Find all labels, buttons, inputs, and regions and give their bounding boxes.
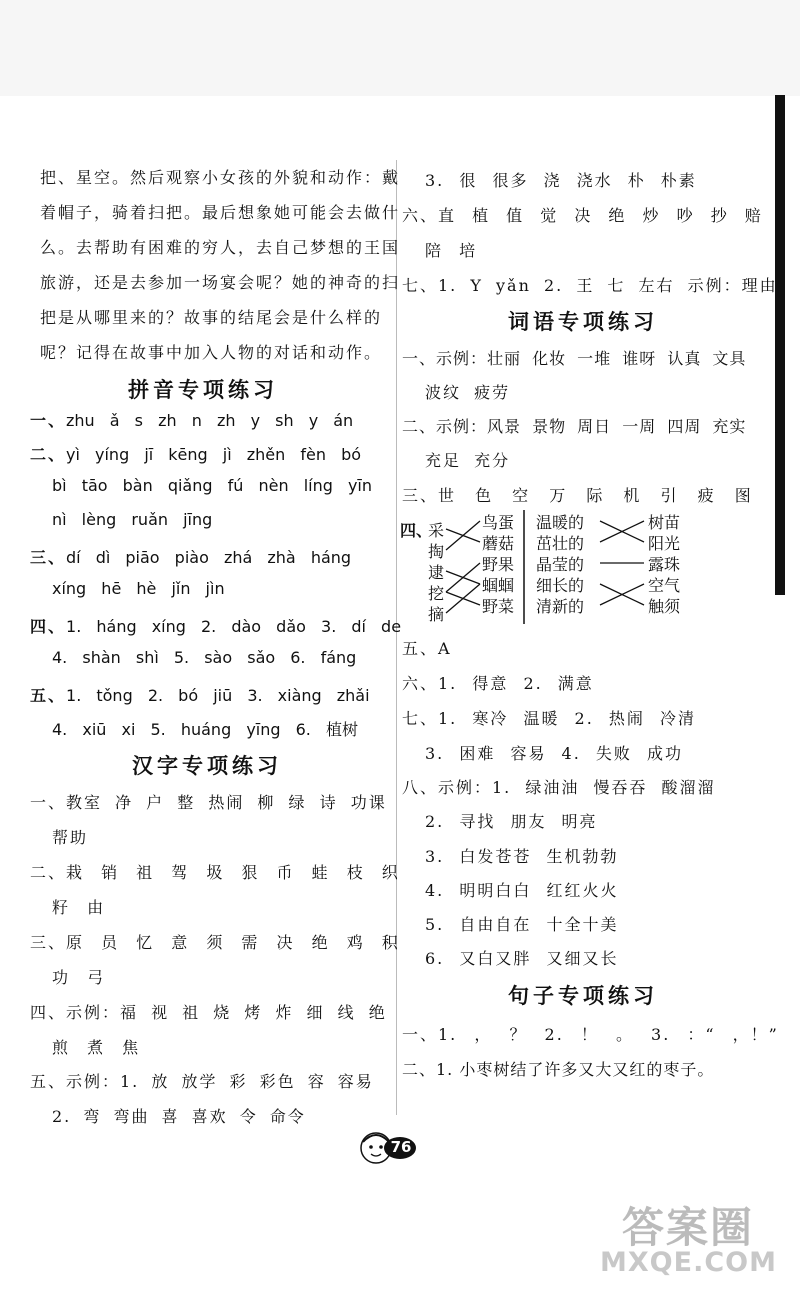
match-adjective: 温暖的: [536, 513, 585, 532]
scan-top-margin: [0, 0, 800, 96]
watermark: [600, 1195, 790, 1287]
answer-line: 一、示例：壮丽 化妆 一堆 谁呀 认真 文具: [402, 349, 747, 368]
match-number: 四、: [400, 521, 433, 540]
pinyin-line: xíng hē hè jǐn jìn: [52, 579, 225, 598]
match-noun: 露珠: [648, 555, 681, 574]
pinyin-line: 四、1. háng xíng 2. dào dǎo 3. dí de: [30, 617, 402, 636]
match-noun: 鸟蛋: [482, 513, 515, 532]
watermark-url: MXQE.COM: [600, 1247, 777, 1278]
intro-line: 呢？记得在故事中加入人物的对话和动作。: [40, 343, 383, 362]
pinyin-line: 五、1. tǒng 2. bó jiū 3. xiàng zhǎi: [30, 686, 370, 705]
answer-line: 六、直 植 值 觉 决 绝 炒 吵 抄 赔: [402, 206, 763, 225]
pinyin-line: 二、yì yíng jī kēng jì zhěn fèn bó: [30, 445, 362, 464]
watermark-logo: 答案圈: [622, 1203, 755, 1252]
match-line: [446, 521, 480, 550]
answer-line: 七、1. Y yǎn 2. 王 七 左右 示例：理由: [402, 276, 778, 295]
match-noun: 蝈蝈: [482, 576, 515, 595]
pinyin-line: 4. shàn shì 5. sào sǎo 6. fáng: [52, 648, 357, 667]
match-noun: 触须: [648, 597, 681, 616]
answer-line: 二、1. 小枣树结了许多又大又红的枣子。: [402, 1060, 715, 1079]
intro-line: 把、星空。然后观察小女孩的外貌和动作：戴: [40, 168, 401, 187]
pinyin-line: nì lèng ruǎn jīng: [52, 510, 213, 529]
intro-line: 么。去帮助有困难的穷人，去自己梦想的王国: [40, 238, 401, 257]
matching-exercise: [400, 508, 760, 626]
hanzi-heading: 汉字专项练习: [132, 753, 282, 778]
hanzi-line: 一、教室 净 户 整 热闹 柳 绿 诗 功课: [30, 793, 387, 812]
answer-line: 5. 自由自在 十全十美: [425, 915, 619, 934]
match-adjective: 清新的: [536, 597, 585, 616]
answer-line: 二、示例：风景 景物 周日 一周 四周 充实: [402, 417, 747, 436]
answer-line: 3. 困难 容易 4. 失败 成功: [425, 744, 683, 763]
match-verb: 逮: [428, 563, 445, 582]
intro-line: 旅游，还是去参加一场宴会呢？她的神奇的扫: [40, 273, 401, 292]
match-noun: 空气: [648, 576, 681, 595]
answer-line: 陪 培: [425, 241, 478, 260]
match-noun: 野果: [482, 555, 515, 574]
hanzi-line: 煎 煮 焦: [52, 1038, 141, 1057]
pinyin-line: 4. xiū xi 5. huáng yīng 6. 植树: [52, 720, 358, 739]
hanzi-line: 五、示例：1. 放 放学 彩 彩色 容 容易: [30, 1072, 374, 1091]
match-adjective: 细长的: [536, 576, 585, 595]
hanzi-line: 四、示例：福 视 祖 烧 烤 炸 细 线 绝: [30, 1003, 387, 1022]
answer-line: 6. 又白又胖 又细又长: [425, 949, 619, 968]
match-verb: 掏: [428, 542, 445, 561]
match-adjective: 晶莹的: [536, 555, 585, 574]
match-verb: 挖: [428, 584, 445, 603]
hanzi-line: 籽 由: [52, 898, 106, 917]
juzi-heading: 句子专项练习: [508, 983, 658, 1008]
hanzi-line: 2. 弯 弯曲 喜 喜欢 令 命令: [52, 1107, 306, 1126]
pinyin-line: 三、dí dì piāo piào zhá zhà háng: [30, 548, 352, 567]
answer-line: 4. 明明白白 红红火火: [425, 881, 619, 900]
answer-line: 波纹 疲劳: [425, 383, 511, 402]
pinyin-line: 一、zhu ǎ s zh n zh y sh y án: [30, 411, 354, 430]
match-noun: 野菜: [482, 597, 515, 616]
hanzi-line: 三、原 员 忆 意 须 需 决 绝 鸡 积: [30, 933, 400, 952]
answer-line: 五、A: [402, 639, 452, 658]
page-number: 76: [390, 1138, 412, 1156]
answer-line: 充足 充分: [425, 451, 511, 470]
pinyin-heading: 拼音专项练习: [128, 377, 278, 402]
page-edge-bar: [775, 95, 785, 595]
match-verb: 摘: [428, 605, 445, 624]
hanzi-line: 二、栽 销 祖 驾 圾 狠 币 蛙 枝 织: [30, 863, 400, 882]
intro-line: 着帽子，骑着扫把。最后想象她可能会去做什: [40, 203, 401, 222]
page-number-badge: [350, 1126, 422, 1166]
ciyu-heading: 词语专项练习: [508, 309, 658, 334]
answer-line: 3. 白发苍苍 生机勃勃: [425, 847, 619, 866]
intro-line: 把是从哪里来的？故事的结尾会是什么样的: [40, 308, 383, 327]
answer-line: 八、示例：1. 绿油油 慢吞吞 酸溜溜: [402, 778, 716, 797]
column-divider: [396, 160, 397, 1115]
match-noun: 蘑菇: [482, 534, 515, 553]
answer-line: 三、世 色 空 万 际 机 引 疲 图: [402, 486, 753, 505]
match-verb: 采: [428, 521, 445, 540]
pinyin-line: bì tāo bàn qiǎng fú nèn líng yīn: [52, 476, 373, 495]
answer-line: 一、1. ， ？ 2. ！ 。 3. ：“ ，！”: [402, 1025, 779, 1044]
answer-line: 3. 很 很多 浇 浇水 朴 朴素: [425, 171, 697, 190]
match-noun: 阳光: [648, 534, 681, 553]
answer-line: 六、1. 得意 2. 满意: [402, 674, 594, 693]
match-lines: [400, 508, 760, 626]
hanzi-line: 帮助: [52, 828, 89, 847]
answer-line: 七、1. 寒冷 温暖 2. 热闹 冷清: [402, 709, 696, 728]
hanzi-line: 功 弓: [52, 968, 106, 987]
answer-line: 2. 寻找 朋友 明亮: [425, 812, 598, 831]
match-adjective: 茁壮的: [536, 534, 585, 553]
match-noun: 树苗: [648, 513, 681, 532]
